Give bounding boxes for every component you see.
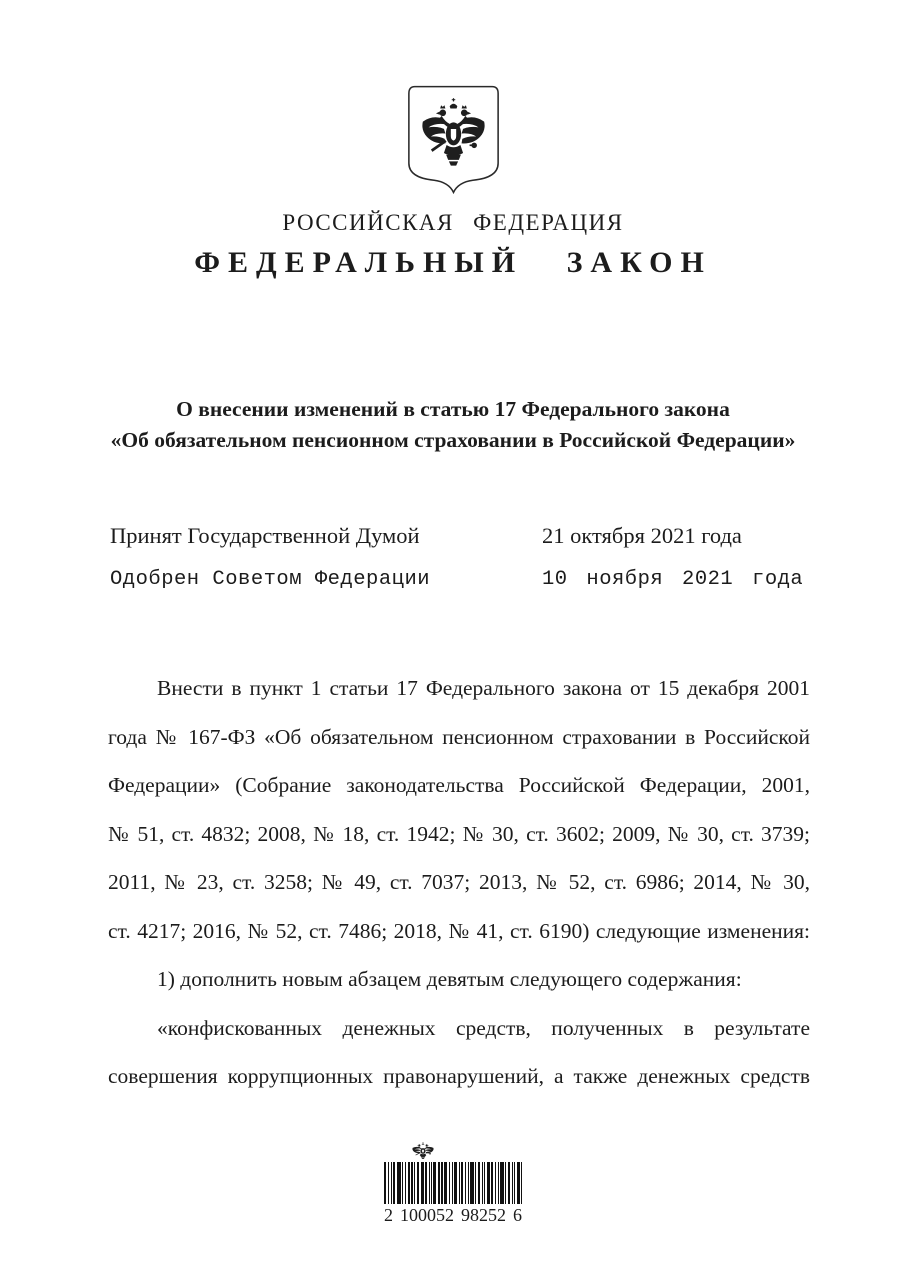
body-line: 1) дополнить новым абзацем девятым следующего содержания: — [157, 967, 742, 991]
duma-label: Принят Государственной Думой — [110, 523, 420, 548]
barcode-number — [384, 1205, 522, 1226]
council-label: Одобрен Советом Федерации — [110, 568, 431, 591]
body-line: года № 167-ФЗ «Об обязательном пенсионном страховании в Российской — [108, 724, 810, 749]
body-line: Внести в пункт 1 статьи 17 Федерального закона от 15 декабря 2001 — [157, 676, 810, 700]
state-emblem-frame — [405, 84, 502, 196]
barcode-digit-group: 6 — [513, 1205, 522, 1225]
duma-date: 21 октября 2021 года — [542, 523, 742, 548]
barcode-bars — [384, 1162, 522, 1204]
mini-eagle-icon — [410, 1142, 436, 1161]
law-title-line1: О внесении изменений в статью 17 Федерального закона — [176, 397, 730, 421]
law-body — [108, 664, 810, 1101]
document-type: ФЕДЕРАЛЬНЫЙ ЗАКОН — [194, 246, 712, 279]
state-emblem — [0, 84, 906, 196]
barcode-digit-group: 100052 — [400, 1205, 454, 1225]
adoption-row-council — [110, 568, 810, 591]
law-title — [70, 394, 836, 456]
barcode-block — [0, 1142, 906, 1226]
double-headed-eagle-icon — [422, 98, 484, 165]
body-line: совершения коррупционных правонарушений, а также денежных средств — [108, 1064, 810, 1088]
adoption-row-duma — [110, 523, 810, 549]
body-line: «конфискованных денежных средств, полученных в результате — [157, 1015, 810, 1040]
barcode-mini-eagle — [384, 1142, 522, 1162]
law-title-line2: «Об обязательном пенсионном страховании в Российской Федерации» — [110, 428, 796, 452]
barcode-digit-group: 2 — [384, 1205, 393, 1225]
body-line: № 51, ст. 4832; 2008, № 18, ст. 1942; № 30, ст. 3602; 2009, № 30, ст. 3739; — [108, 821, 810, 846]
barcode-digit-group: 98252 — [461, 1205, 506, 1225]
body-line: ст. 4217; 2016, № 52, ст. 7486; 2018, № 41, ст. 6190) следующие изменения: — [108, 918, 810, 943]
council-date: 10 ноября 2021 года — [542, 568, 804, 591]
adoption-block — [110, 523, 810, 610]
body-line: 2011, № 23, ст. 3258; № 49, ст. 7037; 2013, № 52, ст. 6986; 2014, № 30, — [108, 870, 810, 894]
body-line: Федерации» (Собрание законодательства Российской Федерации, 2001, — [108, 773, 810, 797]
country-name: РОССИЙСКАЯ ФЕДЕРАЦИЯ — [282, 210, 624, 235]
